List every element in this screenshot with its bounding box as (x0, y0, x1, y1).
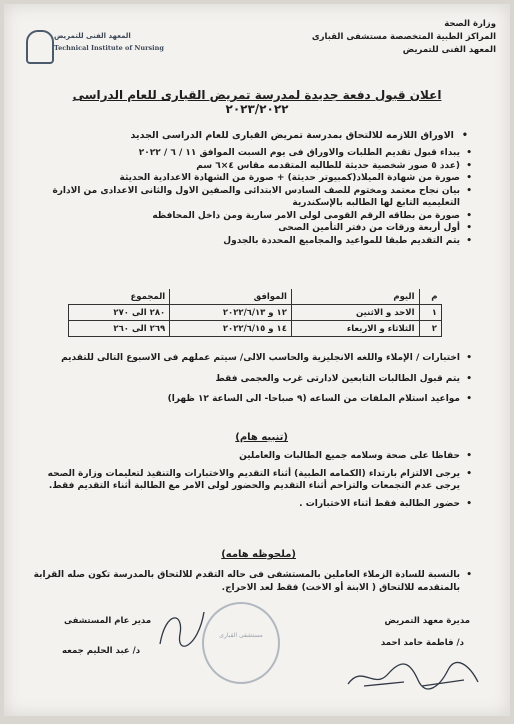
list-item: • اختبارات / الإملاء واللغه الانجليزية والحاسب الالى/ سيتم عملهم فى الاسبوع التالى للتقديم (30, 352, 460, 365)
hospital-manager-title: مدير عام المستشفى (64, 616, 152, 626)
list-item: • بيان نجاح معتمد ومختوم للصف السادس الابتدائى والصفين الاول والثانى الاعدادى من الادارة التعليميه التابع لها الطالبه بالإسكندرية (30, 185, 460, 210)
list-item: • صورة من بطاقه الرقم القومى لولى الامر سارية ومن داخل المحافظه (30, 210, 460, 223)
institute-logo (26, 28, 164, 74)
institute-name: المعهد الفنى للتمريض (402, 45, 496, 55)
list-item: • حضور الطالبة فقط أثناء الاختبارات . (30, 498, 460, 511)
announcement-title: اعلان قبول دفعة جديدة لمدرسة تمريض القبارى للعام الدراسى (72, 88, 442, 102)
hospital-manager-name: د/ عبد الحليم جمعه (62, 646, 141, 656)
table-row (69, 321, 442, 337)
table-cell: ٢٨٠ الى ٢٧٠ (69, 305, 170, 321)
list-item: • يتم التقديم طبقا للمواعيد والمجاميع المحددة بالجدول (30, 235, 460, 248)
ministry-header (312, 18, 496, 57)
list-item: • حفاظا على صحة وسلامه جميع الطالبات والعاملين (30, 450, 460, 463)
document-page (4, 4, 510, 716)
manager-signature (154, 604, 208, 654)
table-header-row (69, 289, 442, 305)
director-name: د/ فاطمة حامد احمد (380, 638, 464, 648)
notice-heading: (تنبيه هام) (235, 432, 288, 443)
requirements-intro: • الاوراق اللازمه للالتحاق بمدرسة تمريض القبارى للعام الدراسى الجديد (131, 130, 468, 141)
logo-english-text: Technical Institute of Nursing (54, 44, 164, 52)
list-item: • يتم قبول الطالبات التابعين لادارتى غرب والعجمى فقط (30, 373, 460, 386)
list-item: • يبداء قبول تقديم الطلبات والاوراق فى يوم السبت الموافق ١١ / ٦ / ٢٠٢٢ (30, 147, 460, 160)
header-cell: المجموع (69, 289, 170, 305)
table-cell: الاحد و الاثنين (291, 305, 419, 321)
logo-arabic-text: المعهد الفنى للتمريض (54, 32, 131, 40)
exams-list (30, 352, 474, 406)
list-item: • مواعيد استلام الملفات من الساعه (٩ صباحا- الى الساعة ١٢ ظهرا) (30, 393, 460, 406)
header-cell: اليوم (291, 289, 419, 305)
list-item: • بالنسبة للسادة الزملاء العاملين بالمستشفى فى حاله التقدم للالتحاق بالمدرسة تكون صله القرابة بالمتقدمه للالتحاق ( الابنة أو الاخت) فقط لعد الاحراج. (30, 569, 460, 594)
director-title: مديرة معهد التمريض (384, 616, 470, 626)
table-row (69, 305, 442, 321)
list-item: • (عدد ٥ صور شخصية حديثة للطالبه المتقدمه مقاس ٤×٦ سم (30, 160, 460, 173)
stamp-text: مستشفى القبارى (219, 632, 263, 639)
table-cell: ١ (419, 305, 442, 321)
official-stamp (202, 602, 280, 684)
director-signature (344, 656, 484, 694)
remark-list (30, 569, 474, 594)
header-cell: م (419, 289, 442, 305)
academic-year: ٢٠٢٣/٢٠٢٢ (225, 102, 289, 116)
table-cell: ٢٦٩ الى ٢٦٠ (69, 321, 170, 337)
ministry-name: وزارة الصحة (444, 19, 496, 29)
requirements-list (30, 147, 474, 247)
list-item: • أول أربعة ورقات من دفتر التأمين الصحى (30, 222, 460, 235)
notice-list (30, 450, 474, 510)
emblem-icon (26, 30, 54, 64)
table-cell: الثلاثاء و الاربعاء (291, 321, 419, 337)
header-cell: الموافق (170, 289, 292, 305)
list-item: • صورة من شهادة الميلاد(كمبيوتر حديثة) + صورة من الشهادة الاعدادية الحديثة (30, 172, 460, 185)
remark-heading: (ملحوظه هامه) (221, 549, 296, 560)
schedule-table (68, 289, 442, 337)
centers-name: المراكز الطبية المتخصصة مستشفى القبارى (311, 32, 496, 42)
table-cell: ٢ (419, 321, 442, 337)
list-item: • يرجى الالتزام بارتداء (الكمامه الطبية) أثناء التقديم والاختبارات والتنفيذ لتعليمات وزارة الصحه يرجى عدم التجمعات والتزاحم أثناء التقديم والحضور لولى الامر مع الطالبة أثناء التقديم فقط. (30, 468, 460, 493)
table-cell: ١٢ و ٢٠٢٢/٦/١٣ (170, 305, 292, 321)
table-cell: ١٤ و ٢٠٢٢/٦/١٥ (170, 321, 292, 337)
